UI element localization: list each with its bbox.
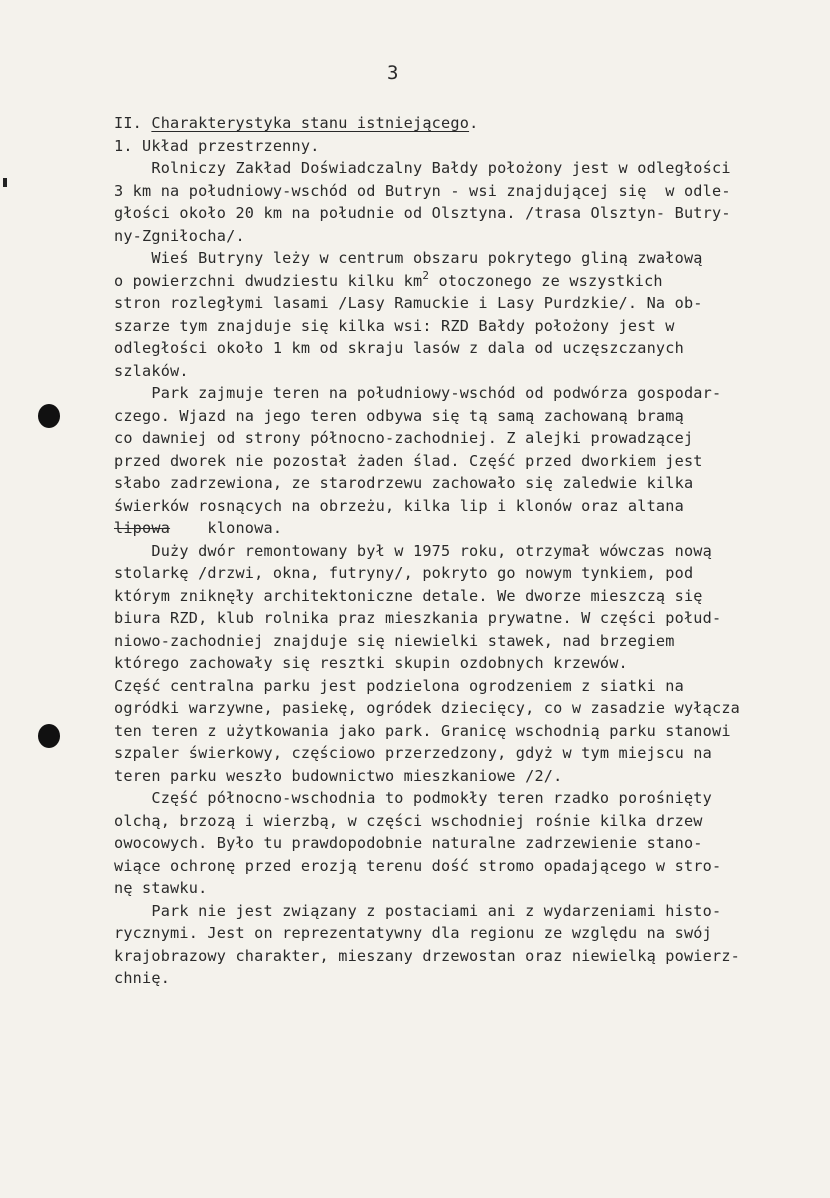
- text-line: Rolniczy Zakład Doświadczalny Bałdy położony jest w odległości: [114, 159, 731, 177]
- punch-hole-lower: [38, 724, 60, 748]
- document-body: [114, 112, 814, 990]
- text-line: biura RZD, klub rolnika praz mieszkania prywatne. W części połud-: [114, 609, 722, 627]
- text-line: którego zachowały się resztki skupin ozdobnych krzewów.: [114, 654, 628, 672]
- section-heading: II. Charakterystyka stanu istniejącego.: [114, 114, 479, 132]
- text-line: głości około 20 km na południe od Olsztyna. /trasa Olsztyn- Butry-: [114, 204, 731, 222]
- text-line: szlaków.: [114, 361, 189, 380]
- text-line: Park nie jest związany z postaciami ani z wydarzeniami histo-: [114, 901, 722, 920]
- text-line: wiące ochronę przed erozją terenu dość stromo opadającego w stro-: [114, 856, 722, 875]
- text-line: rycznymi. Jest on reprezentatywny dla regionu ze względu na swój: [114, 924, 712, 942]
- text-line: odległości około 1 km od skraju lasów z dala od uczęszczanych: [114, 339, 684, 357]
- text-line: czego. Wjazd na jego teren odbywa się tą samą zachowaną bramą: [114, 406, 684, 425]
- text-line: szarze tym znajduje się kilka wsi: RZD Bałdy położony jest w: [114, 316, 675, 335]
- text-line: którym zniknęły architektoniczne detale. We dworze mieszczą się: [114, 586, 703, 605]
- text-line: stron rozległymi lasami /Lasy Ramuckie i Lasy Purdzkie/. Na ob-: [114, 294, 703, 312]
- text-line: ten teren z użytkowania jako park. Granicę wschodnią parku stanowi: [114, 721, 731, 740]
- text-line: o powierzchni dwudziestu kilku $km^2$ otoczonego ze wszystkich: [114, 268, 663, 290]
- text-line: teren parku weszło budownictwo mieszkaniowe /2/.: [114, 766, 563, 785]
- text-line: szpaler świerkowy, częściowo przerzedzony, gdyż w tym miejscu na: [114, 744, 712, 762]
- struck-out-word: lipowa: [114, 519, 171, 537]
- text-line: Park zajmuje teren na południowy-wschód od podwórza gospodar-: [114, 384, 722, 402]
- punch-hole-upper: [38, 404, 60, 428]
- text-line: Część północno-wschodnia to podmokły teren rzadko porośnięty: [114, 789, 712, 807]
- text-line: olchą, brzozą i wierzbą, w części wschodniej rośnie kilka drzew: [114, 811, 703, 830]
- text-line: chnię.: [114, 969, 171, 987]
- text-line: Część centralna parku jest podzielona ogrodzeniem z siatki na: [114, 676, 684, 695]
- text-line: stolarkę /drzwi, okna, futryny/, pokryto go nowym tynkiem, pod: [114, 564, 694, 582]
- subsection-heading: 1. Układ przestrzenny.: [114, 136, 320, 155]
- section-title: Charakterystyka stanu istniejącego: [151, 114, 470, 132]
- text-line: krajobrazowy charakter, mieszany drzewostan oraz niewielką powierz-: [114, 946, 741, 965]
- text-line: świerków rosnących na obrzeżu, kilka lip i klonów oraz altana: [114, 496, 684, 515]
- text-line: nę stawku.: [114, 879, 208, 897]
- text-line: co dawniej od strony północno-zachodniej. Z alejki prowadzącej: [114, 429, 694, 447]
- superscript: 2: [422, 268, 430, 282]
- text-line: ny-Zgniłocha/.: [114, 226, 245, 245]
- text-line: słabo zadrzewiona, ze starodrzewu zachowało się zaledwie kilka: [114, 474, 694, 492]
- text-line: 3 km na południowy-wschód od Butryn - wsi znajdującej się w odle-: [114, 181, 731, 200]
- text-line: niowo-zachodniej znajduje się niewielki stawek, nad brzegiem: [114, 631, 675, 650]
- page-number: 3: [387, 62, 399, 84]
- edge-mark: [3, 178, 7, 187]
- text-line: ogródki warzywne, pasiekę, ogródek dziecięcy, co w zasadzie wyłącza: [114, 699, 741, 717]
- text-line: lipowa klonowa.: [114, 519, 283, 537]
- text-line: przed dworek nie pozostał żaden ślad. Część przed dworkiem jest: [114, 451, 703, 470]
- text-line: Duży dwór remontowany był w 1975 roku, otrzymał wówczas nową: [114, 541, 712, 560]
- text-line: Wieś Butryny leży w centrum obszaru pokrytego gliną zwałową: [114, 249, 703, 267]
- text-line: owocowych. Było tu prawdopodobnie naturalne zadrzewienie stano-: [114, 834, 703, 852]
